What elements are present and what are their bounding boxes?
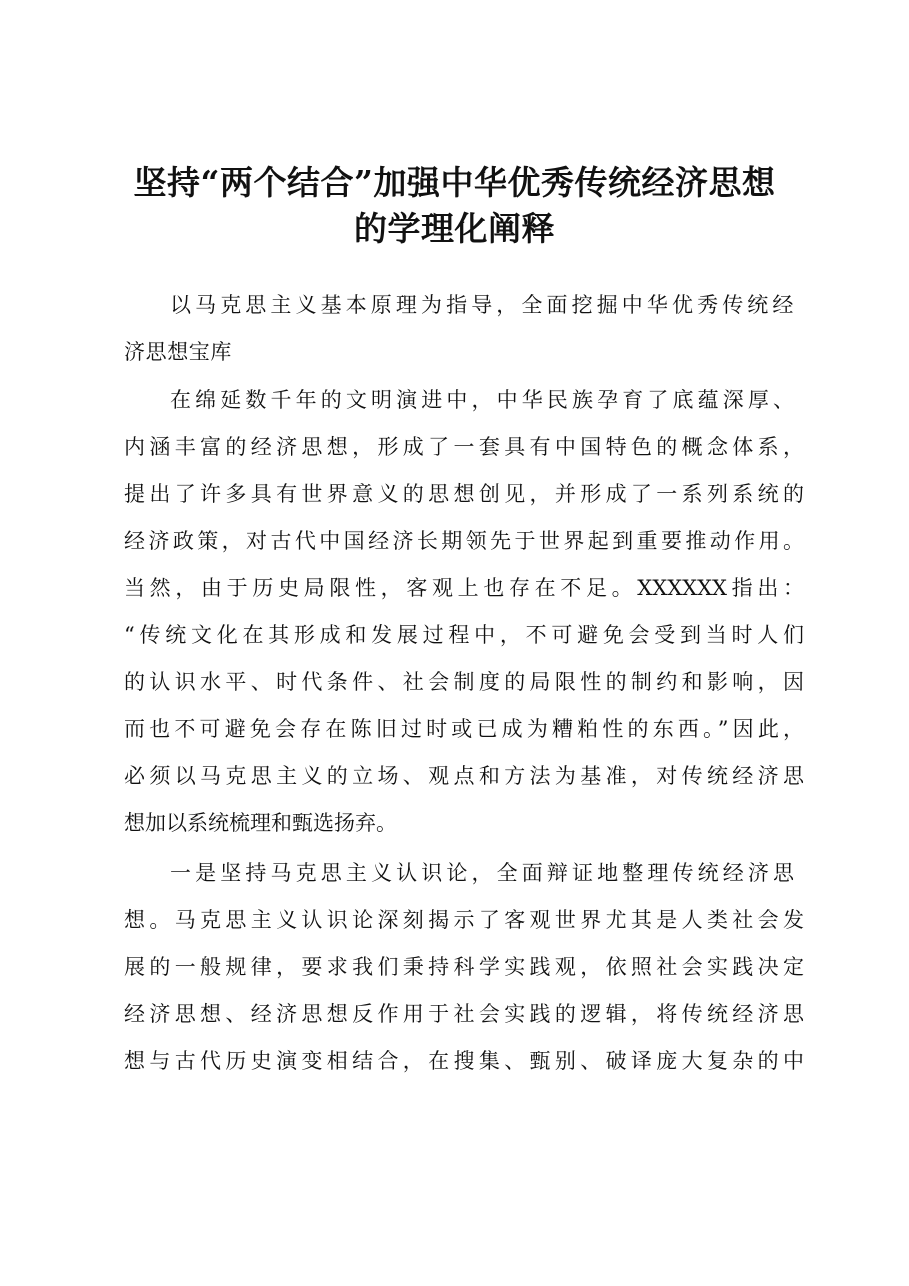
paragraph-1-line: 而也不可避免会存在陈旧过时或已成为糟粕性的东西。”因此，: [124, 717, 804, 741]
subheading-line-1: 以马克思主义基本原理为指导，全面挖掘中华优秀传统经: [170, 293, 794, 317]
document-title-line-1: 坚持“两个结合”加强中华优秀传统经济思想: [133, 163, 776, 202]
paragraph-1-line: 想加以系统梳理和甄选扬弃。: [124, 811, 397, 835]
paragraph-1-line: 经济政策，对古代中国经济长期领先于世界起到重要推动作用。: [124, 529, 804, 553]
paragraph-1-line: 在绵延数千年的文明演进中，中华民族孕育了底蕴深厚、: [170, 388, 794, 412]
paragraph-1-line: 的认识水平、时代条件、社会制度的局限性的制约和影响，因: [124, 670, 804, 694]
paragraph-2-line: 经济思想、经济思想反作用于社会实践的逻辑，将传统经济思: [124, 1002, 804, 1026]
paragraph-1-line: 内涵丰富的经济思想，形成了一套具有中国特色的概念体系，: [124, 435, 804, 459]
paragraph-1-line: 必须以马克思主义的立场、观点和方法为基准，对传统经济思: [124, 764, 804, 788]
paragraph-2-line: 想与古代历史演变相结合，在搜集、甄别、破译庞大复杂的中: [124, 1049, 804, 1073]
document-title-line-2: 的学理化阐释: [354, 209, 555, 248]
paragraph-2-line: 想。马克思主义认识论深刻揭示了客观世界尤其是人类社会发: [124, 908, 804, 932]
paragraph-2-line: 展的一般规律，要求我们秉持科学实践观，依照社会实践决定: [124, 955, 804, 979]
paragraph-1-line: “传统文化在其形成和发展过程中，不可避免会受到当时人们: [124, 623, 804, 647]
paragraph-1-line: 提出了许多具有世界意义的思想创见，并形成了一系列系统的: [124, 482, 804, 506]
paragraph-1-line: 当然，由于历史局限性，客观上也存在不足。XXXXXX指出：: [124, 576, 804, 600]
paragraph-2-line: 一是坚持马克思主义认识论，全面辩证地整理传统经济思: [170, 861, 794, 885]
subheading-line-2: 济思想宝库: [124, 340, 232, 364]
